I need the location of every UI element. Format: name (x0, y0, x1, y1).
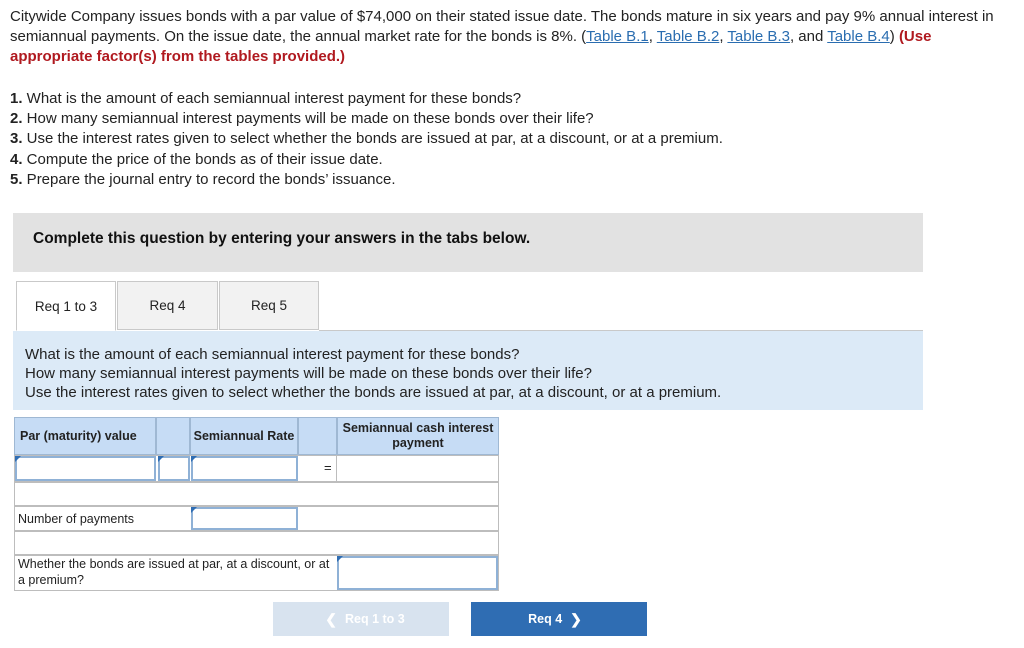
requirements-list (10, 89, 723, 190)
header-spacer (156, 417, 190, 455)
operator-select[interactable] (158, 456, 190, 481)
requirement-text: What is the amount of each semiannual interest payment for these bonds? (22, 90, 522, 107)
header-spacer (298, 417, 337, 455)
separator: ) (889, 28, 899, 45)
tab-req-4[interactable] (117, 281, 218, 330)
requirement-text: Use the interest rates given to select whether the bonds are issued at par, at a discount, or at a premium. (22, 130, 723, 148)
tab-label: Req 5 (250, 298, 288, 313)
question-panel (13, 331, 923, 410)
header-par-value: Par (maturity) value (14, 417, 156, 455)
requirement-text: Prepare the journal entry to record the bonds’ issuance. (22, 170, 396, 188)
requirement-item (10, 129, 723, 149)
answer-table (14, 417, 499, 591)
link-table-b4[interactable]: Table B.4 (827, 28, 890, 45)
next-button-label: Req 4 (528, 612, 563, 626)
problem-statement (10, 7, 1015, 67)
next-tab-button[interactable] (471, 602, 647, 636)
requirement-number: 1. (10, 90, 23, 107)
chevron-right-icon: ❯ (570, 610, 582, 627)
requirement-number: 4. (10, 150, 23, 168)
tab-label: Req 4 (149, 298, 186, 313)
question-line: Use the interest rates given to select whether the bonds are issued at par, at a discount, or at a premium. (25, 384, 722, 401)
question-line: How many semiannual interest payments will be made on these bonds over their life? (25, 365, 592, 382)
requirement-text: How many semiannual interest payments will be made on these bonds over their life? (22, 110, 594, 128)
separator: , and (789, 28, 828, 45)
separator: , (648, 28, 657, 45)
requirement-number: 2. (10, 110, 23, 128)
requirement-item (10, 109, 723, 129)
issued-type-select[interactable] (337, 556, 498, 590)
equals-sign: = (324, 460, 332, 475)
table-row (14, 482, 499, 506)
instruction-banner (13, 213, 923, 272)
par-value-input[interactable] (15, 456, 156, 481)
problem-text: Citywide Company issues bonds with a par value of $74,000 on their stated issue date. The bonds mature in six years and pay 9% annual interest in semiannual payments. On the issue date, the annual market rate for the bonds is 8%. ( (10, 8, 994, 45)
requirement-text: Compute the price of the bonds as of their issue date. (22, 150, 383, 168)
tab-req-1-to-3[interactable] (16, 281, 116, 331)
semiannual-rate-input[interactable] (191, 456, 298, 481)
instruction-emphasis: (Use appropriate factor(s) from the tables provided.) (10, 28, 932, 65)
link-table-b2[interactable]: Table B.2 (656, 28, 720, 45)
tab-req-5[interactable] (219, 281, 319, 330)
prev-tab-button[interactable] (273, 602, 449, 636)
requirement-item (10, 89, 723, 109)
separator: , (719, 28, 728, 45)
issued-question-label: Whether the bonds are issued at par, at a discount, or at a premium? (18, 557, 330, 587)
requirement-number: 3. (10, 130, 23, 148)
table-row (14, 531, 499, 555)
number-of-payments-input[interactable] (191, 507, 298, 530)
requirement-number: 5. (10, 170, 23, 188)
semiannual-cash-output (337, 456, 497, 481)
header-semiannual-rate: Semiannual Rate (190, 417, 298, 455)
banner-text: Complete this question by entering your answers in the tabs below. (33, 230, 531, 247)
question-line: What is the amount of each semiannual interest payment for these bonds? (25, 346, 520, 363)
tab-label: Req 1 to 3 (34, 298, 98, 314)
number-of-payments-label: Number of payments (18, 512, 135, 526)
requirement-item (10, 170, 723, 190)
link-table-b3[interactable]: Table B.3 (727, 28, 790, 45)
requirement-item (10, 150, 723, 170)
link-table-b1[interactable]: Table B.1 (586, 28, 649, 45)
header-semiannual-cash: Semiannual cash interest payment (337, 417, 499, 455)
chevron-left-icon: ❮ (325, 610, 337, 627)
prev-button-label: Req 1 to 3 (344, 612, 405, 626)
